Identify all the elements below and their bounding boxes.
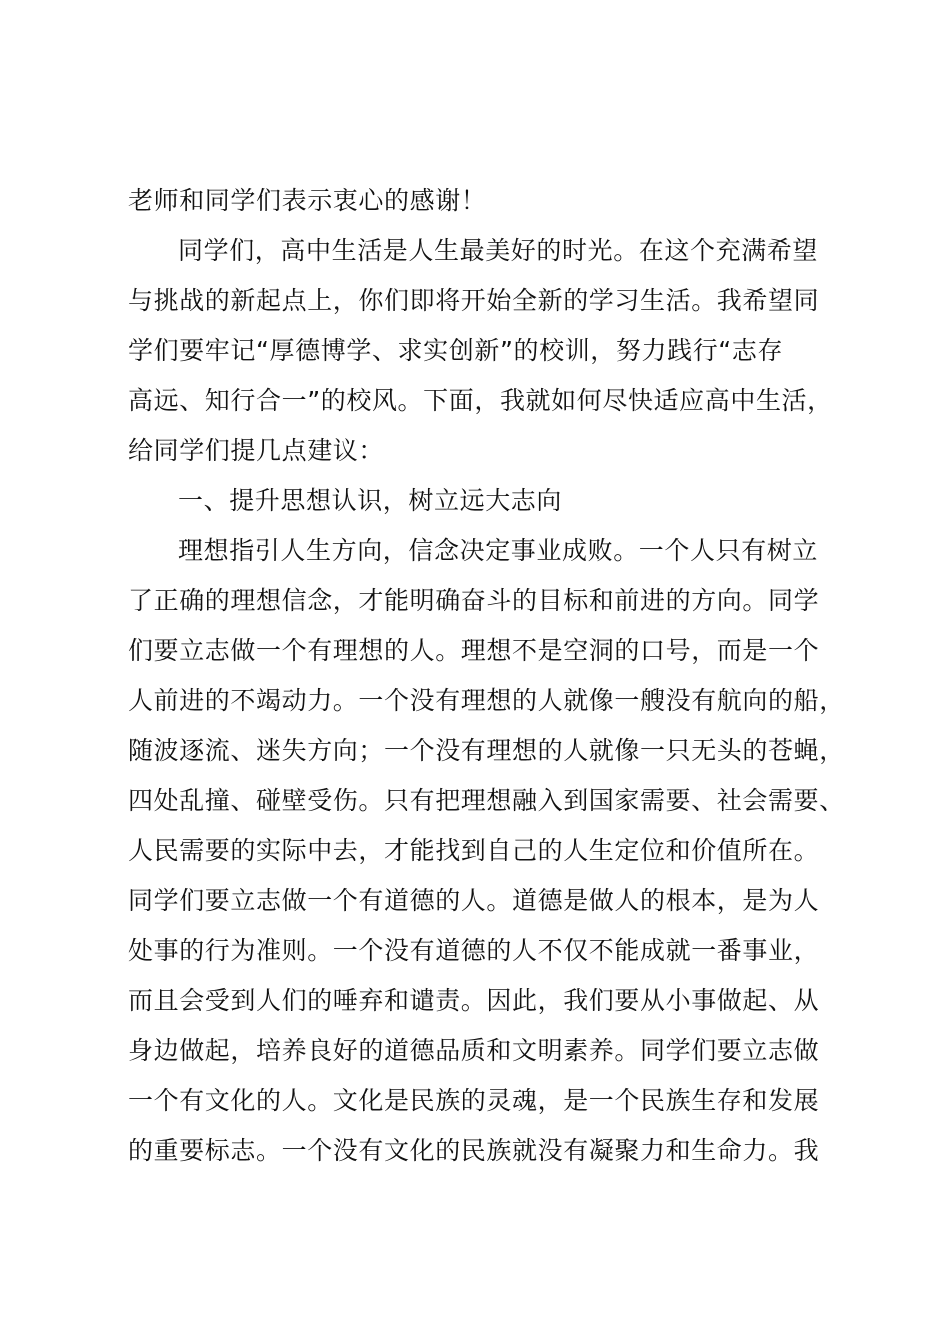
paragraph-2-line-4: 人前进的不竭动力。一个没有理想的人就像一艘没有航向的船， — [128, 686, 845, 715]
paragraph-2-line-8: 同学们要立志做一个有道德的人。道德是做人的根本，是为人 — [128, 886, 820, 915]
paragraph-2-line-9: 处事的行为准则。一个没有道德的人不仅不能成就一番事业， — [128, 936, 820, 965]
paragraph-1-line-4: 高远、知行合一”的校风。下面，我就如何尽快适应高中生活， — [128, 386, 833, 415]
paragraph-1-line-1: 同学们，高中生活是人生最美好的时光。在这个充满希望 — [178, 236, 819, 265]
paragraph-2-line-7: 人民需要的实际中去，才能找到自己的人生定位和价值所在。 — [128, 836, 820, 865]
paragraph-2-line-13: 的重要标志。一个没有文化的民族就没有凝聚力和生命力。我 — [128, 1136, 820, 1165]
paragraph-2-line-2: 了正确的理想信念，才能明确奋斗的目标和前进的方向。同学 — [128, 586, 820, 615]
paragraph-2-line-1: 理想指引人生方向，信念决定事业成败。一个人只有树立 — [178, 536, 819, 565]
paragraph-2-line-10: 而且会受到人们的唾弃和谴责。因此，我们要从小事做起、从 — [128, 986, 820, 1015]
paragraph-2-line-6: 四处乱撞、碰壁受伤。只有把理想融入到国家需要、社会需要、 — [128, 786, 845, 815]
section-heading: 一、提升思想认识，树立远大志向 — [178, 486, 563, 515]
paragraph-2-line-3: 们要立志做一个有理想的人。理想不是空洞的口号，而是一个 — [128, 636, 820, 665]
paragraph-1-line-2: 与挑战的新起点上，你们即将开始全新的学习生活。我希望同 — [128, 286, 820, 315]
paragraph-2-line-12: 一个有文化的人。文化是民族的灵魂，是一个民族生存和发展 — [128, 1086, 820, 1115]
paragraph-1-line-5: 给同学们提几点建议： — [128, 436, 385, 465]
text-line-1: 老师和同学们表示衷心的感谢！ — [128, 186, 487, 215]
paragraph-1-line-3: 学们要牢记“厚德博学、求实创新”的校训，努力践行“志存 — [128, 336, 784, 365]
paragraph-2-line-11: 身边做起，培养良好的道德品质和文明素养。同学们要立志做 — [128, 1036, 820, 1065]
paragraph-2-line-5: 随波逐流、迷失方向；一个没有理想的人就像一只无头的苍蝇， — [128, 736, 845, 765]
